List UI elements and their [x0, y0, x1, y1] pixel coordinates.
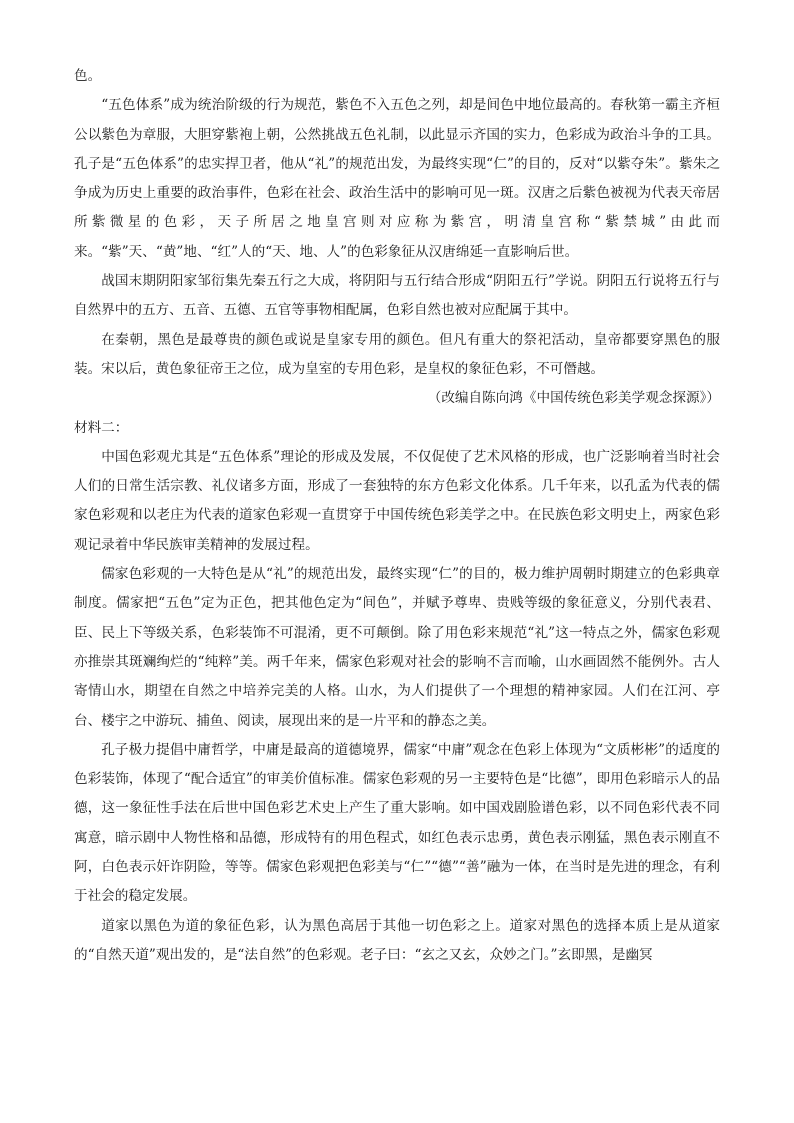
source-citation: （改编自陈向鸿《中国传统色彩美学观念探源》） — [427, 390, 720, 407]
paragraph-doctrine-of-mean: 孔子极力提倡中庸哲学，中庸是最高的道德境界，儒家“中庸”观念在色彩上体现为“文质彬彬”的适度的色彩装饰，体现了“配合适宜”的审美价值标准。儒家色彩观的另一主要特色是“比德”，即用色彩暗示人的品德，这一象征性手法在后世中国色彩艺术史上产生了重大影响。如中国戏剧脸谱色彩，以不同色彩代表不同寓意，暗示剧中人物性格和品德，形成特有的用色程式，如红色表示忠勇，黄色表示刚猛，黑色表示刚直不阿，白色表示奸诈阴险，等等。儒家色彩观把色彩美与“仁”“德”“善”融为一体，在当时是先进的理念，有利于社会的稳定发展。 — [74, 741, 720, 905]
paragraph-five-color-system: “五色体系”成为统治阶级的行为规范，紫色不入五色之列，却是间色中地位最高的。春秋第一霸主齐桓公以紫色为章服，大胆穿紫袍上朝，公然挑战五色礼制，以此显示齐国的实力，色彩成为政治斗争的工具。孔子是“五色体系”的忠实捍卫者，他从“礼”的规范出发，为最终实现“仁”的目的，反对“以紫夺朱”。紫朱之争成为历史上重要的政治事件，色彩在社会、政治生活中的影响可见一斑。汉唐之后紫色被视为代表天帝居所紫微星的色彩，天子所居之地皇宫则对应称为紫宫，明清皇宫称“紫禁城”由此而来。“紫”天、“黄”地、“红”人的“天、地、人”的色彩象征从汉唐绵延一直影响后世。 — [74, 97, 720, 260]
paragraph-yin-yang-five-elements: 战国末期阴阳家邹衍集先秦五行之大成，将阴阳与五行结合形成“阴阳五行”学说。阴阳五行说将五行与自然界中的五方、五音、五德、五官等事物相配属，色彩自然也被对应配属于其中。 — [74, 273, 720, 319]
paragraph-taoist-black: 道家以黑色为道的象征色彩，认为黑色高居于其他一切色彩之上。道家对黑色的选择本质上是从道家的“自然天道”观出发的，是“法自然”的色彩观。老子曰：“玄之又玄，众妙之门。”玄即黑，是幽冥 — [74, 917, 720, 963]
paragraph-chinese-color-view: 中国色彩观尤其是“五色体系”理论的形成及发展，不仅促使了艺术风格的形成，也广泛影响着当时社会人们的日常生活宗教、礼仪诸多方面，形成了一套独特的东方色彩文化体系。几千年来，以孔孟为代表的儒家色彩观和以老庄为代表的道家色彩观一直贯穿于中国传统色彩美学之中。在民族色彩文明史上，两家色彩观记录着中华民族审美精神的发展过程。 — [74, 448, 720, 553]
document-page — [74, 62, 720, 970]
section-heading-material-two: 材料二： — [74, 419, 129, 436]
paragraph-confucian-color-view: 儒家色彩观的一大特色是从“礼”的规范出发，最终实现“仁”的目的，极力维护周朝时期建立的色彩典章制度。儒家把“五色”定为正色，把其他色定为“间色”，并赋予尊卑、贵贱等级的象征意义，分别代表君、臣、民上下等级关系，色彩装饰不可混淆，更不可颠倒。除了用色彩来规范“礼”这一特点之外，儒家色彩观亦推崇其斑斓绚烂的“纯粹”美。两千年来，儒家色彩观对社会的影响不言而喻，山水画固然不能例外。古人寄情山水，期望在自然之中培养完美的人格。山水，为人们提供了一个理想的精神家园。人们在江河、亭台、楼宇之中游玩、捕鱼、阅读，展现出来的是一片平和的静态之美。 — [74, 566, 720, 729]
paragraph-continuation: 色。 — [74, 68, 102, 84]
paragraph-qin-black-color: 在秦朝，黑色是最尊贵的颜色或说是皇家专用的颜色。但凡有重大的祭祀活动，皇帝都要穿黑色的服装。宋以后，黄色象征帝王之位，成为皇室的专用色彩，是皇权的象征色彩，不可僭越。 — [74, 331, 720, 377]
